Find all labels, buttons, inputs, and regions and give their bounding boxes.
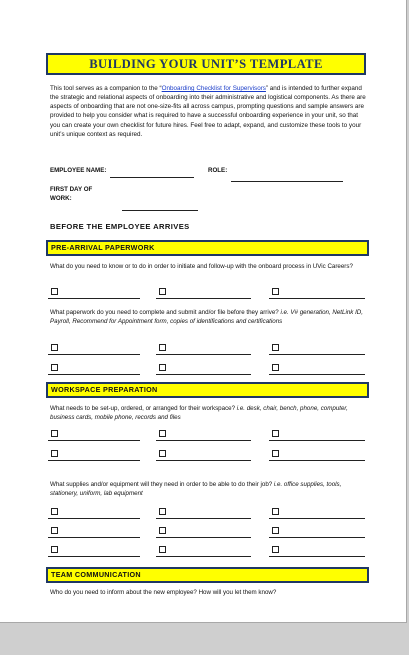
employee-name-field[interactable]: [110, 177, 194, 178]
checkbox[interactable]: [51, 288, 58, 295]
answer-line[interactable]: [48, 298, 140, 299]
question-inform: Who do you need to inform about the new employee? How will you let them know?: [50, 589, 277, 596]
answer-line[interactable]: [48, 537, 140, 538]
question-paperwork: What paperwork do you need to complete and submit and/or file before they arrive? i.e. V# generation, NetLink ID, Payroll, Recommend for Appointment form, copies of identifications and certifications: [50, 309, 363, 326]
team-communication-header: TEAM COMMUNICATION: [46, 567, 369, 583]
employee-name-label: EMPLOYEE NAME:: [50, 167, 107, 174]
role-label: ROLE:: [208, 167, 228, 174]
checkbox[interactable]: [159, 364, 166, 371]
answer-line[interactable]: [269, 556, 365, 557]
question-workspace: What needs to be set-up, ordered, or arranged for their workspace? i.e. desk, chair, bench, phone, computer, business cards, mobile phone, records and files: [50, 405, 348, 422]
answer-line[interactable]: [269, 298, 365, 299]
answer-line[interactable]: [48, 440, 140, 441]
answer-line[interactable]: [156, 460, 251, 461]
checkbox[interactable]: [51, 508, 58, 515]
checkbox[interactable]: [272, 430, 279, 437]
question-uvic-careers: What do you need to know or to do in order to initiate and follow-up with the onboard process in UVic Careers?: [50, 263, 353, 270]
checkbox[interactable]: [51, 450, 58, 457]
checkbox[interactable]: [159, 288, 166, 295]
workspace-preparation-header: WORKSPACE PREPARATION: [46, 382, 369, 398]
answer-line[interactable]: [156, 298, 251, 299]
answer-line[interactable]: [48, 460, 140, 461]
answer-line[interactable]: [48, 354, 140, 355]
checkbox[interactable]: [272, 344, 279, 351]
answer-line[interactable]: [156, 354, 251, 355]
question-supplies: What supplies and/or equipment will they need in order to be able to do their job? i.e. office supplies, tools, stationery, uniform, lab equipment: [50, 481, 342, 498]
checkbox[interactable]: [272, 288, 279, 295]
answer-line[interactable]: [156, 537, 251, 538]
page-title: BUILDING YOUR UNIT’S TEMPLATE: [46, 53, 366, 75]
answer-line[interactable]: [156, 440, 251, 441]
checkbox[interactable]: [51, 344, 58, 351]
checkbox[interactable]: [159, 508, 166, 515]
checkbox[interactable]: [272, 527, 279, 534]
answer-line[interactable]: [269, 354, 365, 355]
checkbox[interactable]: [272, 546, 279, 553]
checkbox[interactable]: [159, 450, 166, 457]
answer-line[interactable]: [269, 537, 365, 538]
intro-text-end: ” and is intended to further expand the strategic and relational aspects of onboarding into their administrative and logistical components. As there are aspects of onboarding that are not one-size-fits all across campus, prompting questions and sample answers are provided to help you consider what is required to have a successful onboarding experience in your unit, so that you can create your own checklist for future hires. Feel free to adapt, expand, and customize these tools to your unit’s unique context as required.: [50, 85, 366, 138]
answer-line[interactable]: [156, 556, 251, 557]
checkbox[interactable]: [51, 527, 58, 534]
answer-line[interactable]: [48, 374, 140, 375]
first-day-label-line2: WORK:: [50, 195, 72, 202]
intro-paragraph: [50, 84, 368, 139]
answer-line[interactable]: [269, 460, 365, 461]
before-arrival-heading: BEFORE THE EMPLOYEE ARRIVES: [50, 222, 190, 231]
page-gap: [0, 623, 409, 655]
answer-line[interactable]: [48, 556, 140, 557]
checkbox[interactable]: [272, 450, 279, 457]
checkbox[interactable]: [159, 344, 166, 351]
answer-line[interactable]: [269, 440, 365, 441]
answer-line[interactable]: [48, 518, 140, 519]
checkbox[interactable]: [51, 364, 58, 371]
checkbox[interactable]: [272, 508, 279, 515]
answer-line[interactable]: [269, 518, 365, 519]
answer-line[interactable]: [269, 374, 365, 375]
checkbox[interactable]: [159, 527, 166, 534]
first-day-field[interactable]: [122, 210, 198, 211]
checkbox[interactable]: [159, 430, 166, 437]
first-day-label-line1: FIRST DAY OF: [50, 186, 93, 193]
intro-text-start: This tool serves as a companion to the “: [50, 85, 162, 92]
pre-arrival-paperwork-header: PRE-ARRIVAL PAPERWORK: [46, 240, 369, 256]
checkbox[interactable]: [159, 546, 166, 553]
checkbox[interactable]: [272, 364, 279, 371]
role-field[interactable]: [231, 181, 343, 182]
checkbox[interactable]: [51, 546, 58, 553]
answer-line[interactable]: [156, 518, 251, 519]
onboarding-checklist-link[interactable]: Onboarding Checklist for Supervisors: [161, 85, 266, 92]
answer-line[interactable]: [156, 374, 251, 375]
checkbox[interactable]: [51, 430, 58, 437]
